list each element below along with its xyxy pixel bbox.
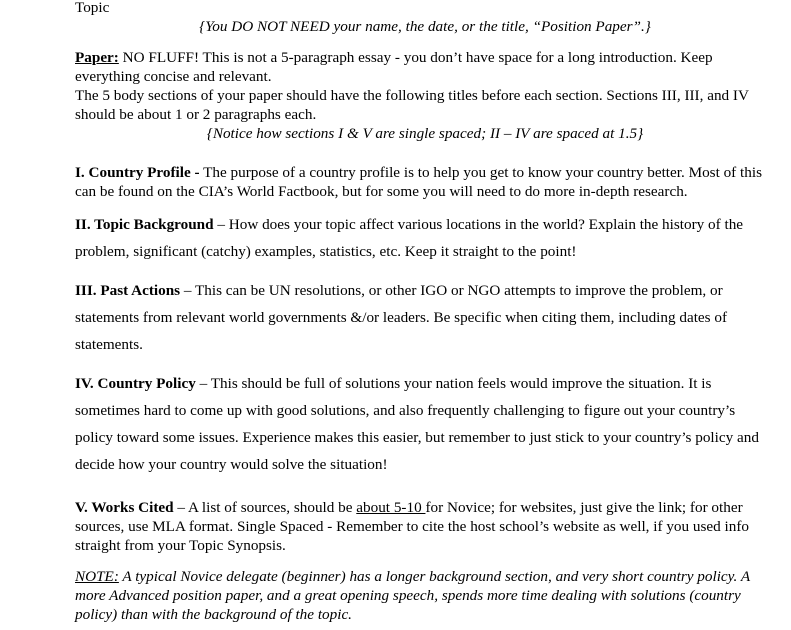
document-page (75, 0, 775, 624)
section-body: – This can be UN resolutions, or other IGO or NGO attempts to improve the problem, or statements from relevant world governments &/or leaders. Be specific when citing them, including dates of statements. (75, 282, 728, 353)
section-body-underlined: about 5-10 (356, 499, 426, 516)
section-title: V. Works Cited (75, 499, 174, 516)
section-past-actions (75, 277, 775, 358)
section-title: I. Country Profile - (75, 164, 200, 181)
section-country-policy (75, 370, 775, 478)
sections-paragraph: The 5 body sections of your paper should have the following titles before each section. Sections III, III, and IV should be about 1 or 2 paragraphs each. (75, 87, 749, 123)
instruction-line: {You DO NOT NEED your name, the date, or the title, “Position Paper”.} (199, 18, 651, 35)
section-body-post: for Novice; for websites, just give the link; for other sources, use MLA format. Single Spaced - Remember to cite the host school’s website as well, if you used info straight from your Topic Synopsis. (75, 499, 750, 554)
section-body-pre: – A list of sources, should be (173, 499, 357, 516)
note-paragraph (75, 567, 775, 624)
section-body: The purpose of a country profile is to help you get to know your country better. Most of this can be found on the CIA’s World Factbook, but for some you will need to do more in-depth research. (75, 164, 762, 200)
note-text: A typical Novice delegate (beginner) has a longer background section, and very short country policy. A more Advanced position paper, and a great opening speech, spends more time dealing with solutions (country policy) than with the background of the topic. (75, 568, 750, 623)
paper-label: Paper: (75, 49, 119, 66)
paper-text: NO FLUFF! This is not a 5-paragraph essay - you don’t have space for a long introduction. Keep everything concise and relevant. (75, 49, 713, 85)
section-works-cited (75, 498, 775, 555)
section-body: – How does your topic affect various locations in the world? Explain the history of the problem, significant (catchy) examples, statistics, etc. Keep it straight to the point! (75, 216, 744, 260)
notice-line: {Notice how sections I & V are single spaced; II – IV are spaced at 1.5} (206, 125, 644, 142)
section-topic-background (75, 211, 775, 265)
note-label: NOTE: (75, 568, 119, 585)
topic-line: Topic (75, 0, 110, 16)
section-title: III. Past Actions (75, 282, 181, 299)
section-title: II. Topic Background (75, 216, 214, 233)
section-country-profile (75, 163, 775, 201)
paper-paragraph (75, 48, 775, 86)
section-title: IV. Country Policy (75, 375, 196, 392)
section-body: – This should be full of solutions your nation feels would improve the situation. It is sometimes hard to come up with good solutions, and also frequently challenging to figure out your country’s policy toward some issues. Experience makes this easier, but remember to just stick to your country’s policy and decide how your country would solve the situation! (75, 375, 759, 473)
